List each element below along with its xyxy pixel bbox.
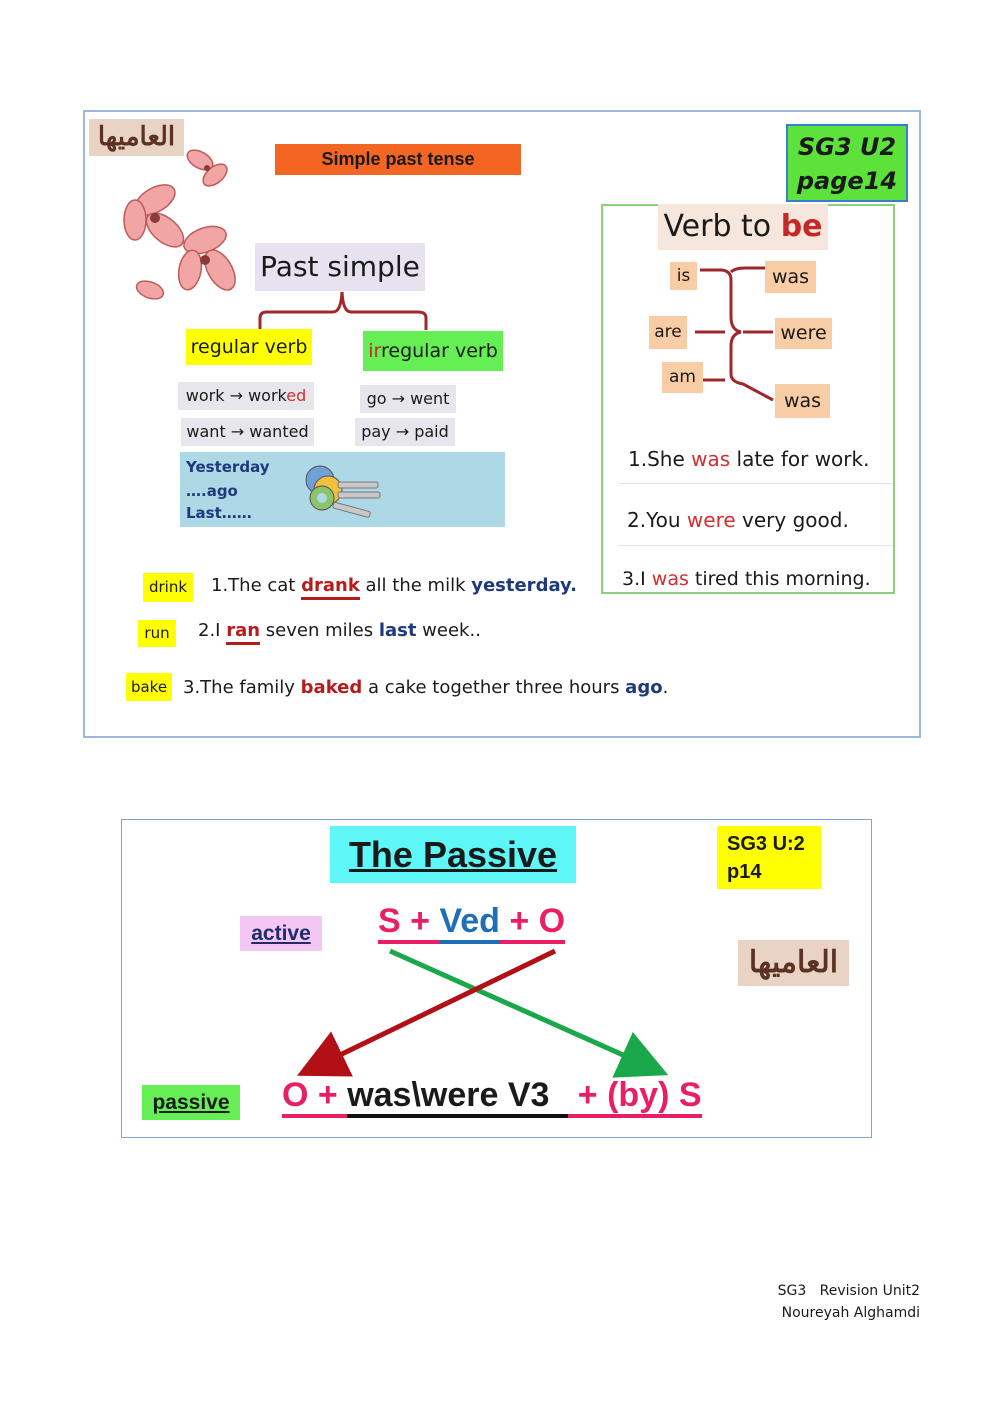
passive-formula-verb: was\were V3 [347,1076,568,1118]
sentence-2-verb: ran [226,620,260,645]
lesson-title: Simple past tense [275,144,521,175]
footer-line2: Noureyah Alghamdi [781,1305,920,1321]
be-sentence-2-c: very good. [735,508,849,532]
unit-badge [786,124,908,202]
form-was-2: was [775,384,830,418]
brace-connector [255,288,435,333]
be-sentence-3-c: tired this morning. [688,568,871,590]
unit-badge-2-line2: p14 [727,861,762,883]
sentence-3-c: a cake together three hours [362,677,626,698]
keys-icon [300,458,390,528]
verb-to-be-be: be [780,209,823,244]
divider [618,545,892,546]
sentence-1-verb: drank [301,575,360,600]
form-am: am [662,362,703,393]
passive-label: passive [142,1085,240,1120]
sentence-2-time: last [378,620,417,641]
form-was-1: was [765,261,816,293]
verb-to-be-title [658,204,828,250]
be-sentence-2-verb: were [686,508,736,532]
logo-2: العاميها [738,940,849,986]
time-word-last: Last…… [186,504,252,522]
sentence-1-c: all the milk [359,575,472,596]
verb-tag-bake: bake [126,673,172,701]
active-formula-o: + O [500,902,565,944]
example-pay: pay → paid [355,418,455,446]
sentence-2-a: 2.I [198,620,227,641]
passive-formula-o: O + [282,1076,347,1118]
passive-title: The Passive [330,826,576,883]
example-work [178,382,314,410]
be-sentence-2-a: 2.You [627,508,687,532]
verb-tag-run: run [138,620,176,647]
irregular-verb-label [363,331,503,371]
sentence-3-time: ago [625,677,663,698]
unit-badge-line1: SG3 U2 [797,133,897,161]
sentence-2-e: week.. [416,620,481,641]
example-want: want → wanted [181,418,314,446]
form-were: were [775,318,832,349]
time-word-yesterday: Yesterday [186,458,270,476]
example-go: go → went [360,385,456,413]
swap-arrows [290,945,680,1080]
active-label: active [240,916,322,951]
be-sentence-1 [628,447,900,471]
sentence-3-e: . [662,677,669,698]
be-sentence-3 [622,568,894,590]
example-sentence-2 [198,620,481,641]
passive-formula [282,1076,702,1115]
unit-badge-line2: page14 [796,167,898,195]
past-simple-heading: Past simple [255,243,425,291]
verb-to-be-prefix: Verb to [663,209,781,244]
active-formula-ved: Ved [439,902,499,944]
unit-badge-2 [717,826,821,889]
sentence-1-time: yesterday. [471,575,577,596]
active-formula-s: S + [378,902,439,944]
active-formula [378,902,565,941]
sentence-1-a: 1.The cat [211,575,302,596]
irregular-rest: regular verb [381,340,498,362]
be-sentence-2 [627,508,899,532]
example-sentence-3 [183,677,668,698]
example-work-base: work → work [185,386,287,405]
footer [740,1280,920,1324]
be-sentence-1-c: late for work. [730,447,870,471]
be-sentence-3-verb: was [651,568,689,590]
unit-badge-2-line1: SG3 U:2 [727,833,805,855]
verb-to-be-connectors [695,262,780,412]
form-is: is [670,262,697,290]
logo: العاميها [89,119,184,156]
sentence-3-a: 3.The family [183,677,301,698]
regular-verb-label: regular verb [186,329,312,365]
be-sentence-1-a: 1.She [628,447,692,471]
be-sentence-1-verb: was [691,447,731,471]
footer-line1: SG3 Revision Unit2 [777,1283,920,1299]
form-are: are [649,316,687,349]
irregular-prefix: ir [368,340,381,362]
passive-formula-by: + (by) S [568,1076,701,1118]
time-word-ago: ….ago [186,482,238,500]
sentence-2-c: seven miles [260,620,379,641]
sentence-3-verb: baked [300,677,363,698]
example-work-suffix: ed [286,386,307,405]
be-sentence-3-a: 3.I [622,568,652,590]
example-sentence-1 [211,575,577,596]
divider [618,483,892,484]
verb-tag-drink: drink [143,573,193,602]
